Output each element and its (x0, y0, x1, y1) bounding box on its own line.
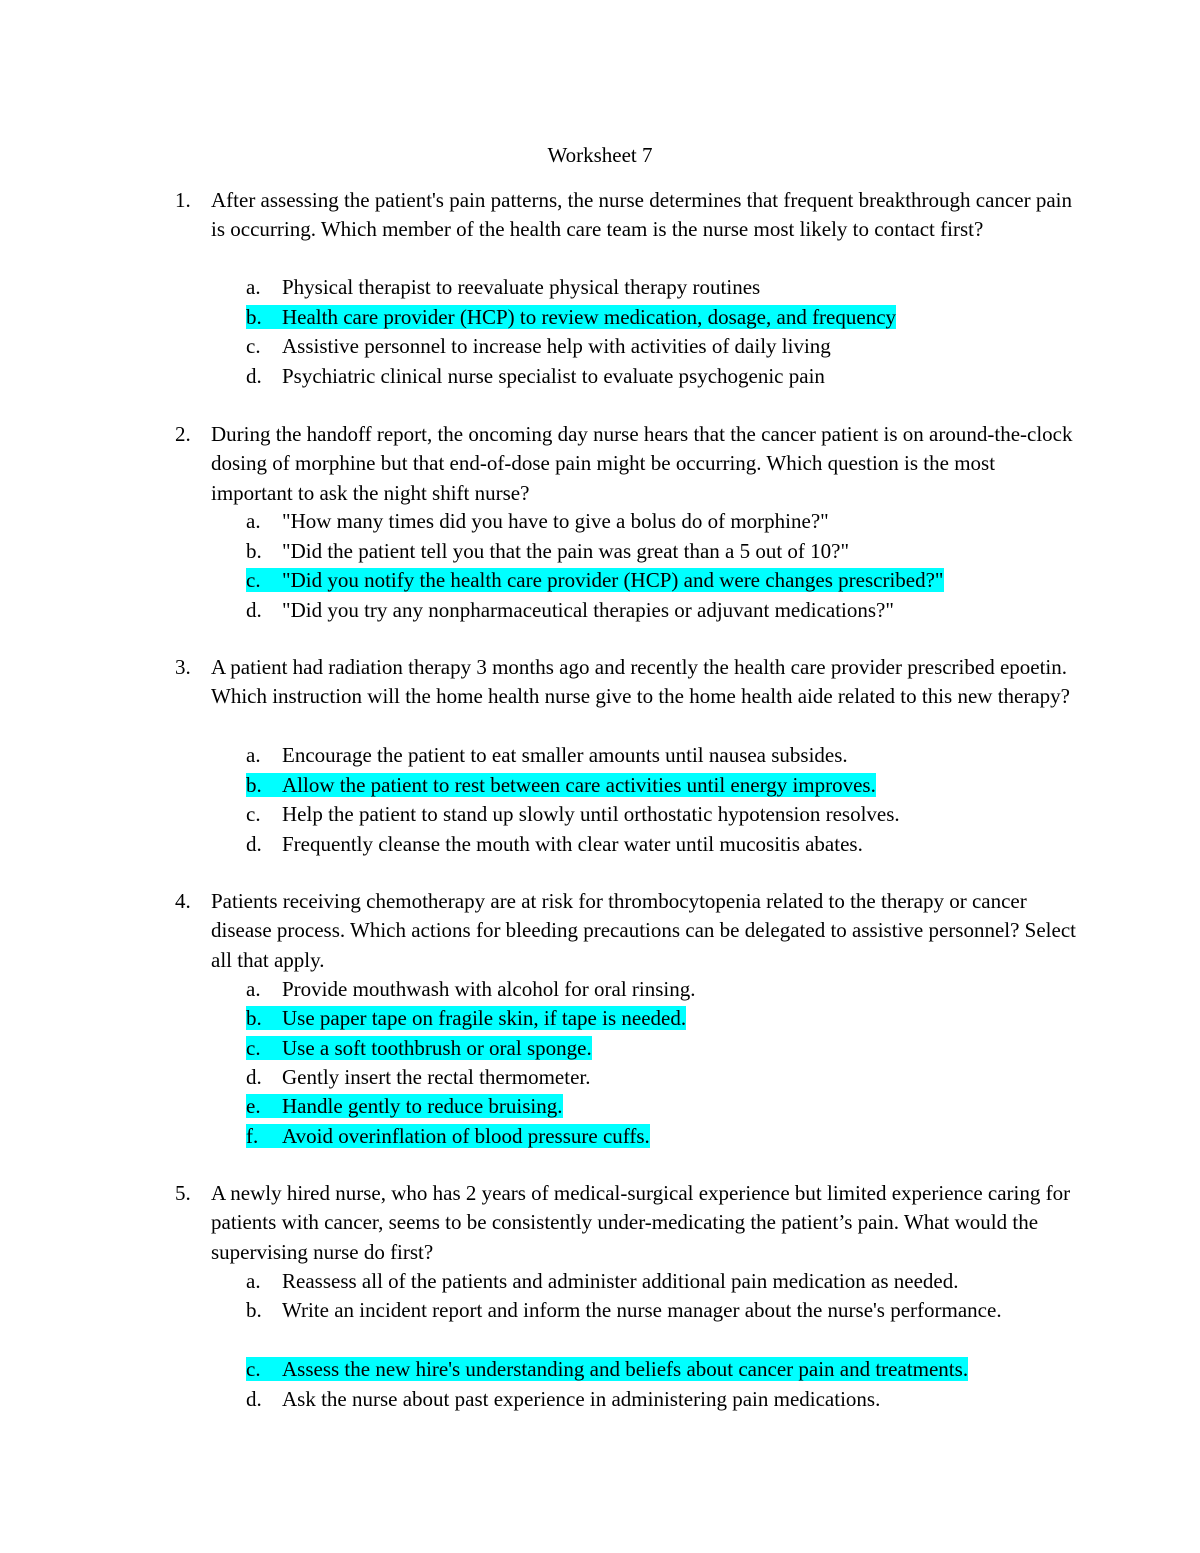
option-5d: d. Ask the nurse about past experience in administering pain medications. (246, 1386, 881, 1411)
question-number: 2. (175, 422, 191, 446)
option-4e-highlighted: e. Handle gently to reduce bruising. (246, 1094, 563, 1119)
option-4c-highlighted: c. Use a soft toothbrush or oral sponge. (246, 1035, 592, 1060)
option-3a: a. Encourage the patient to eat smaller amounts until nausea subsides. (246, 743, 848, 767)
question-text: A newly hired nurse, who has 2 years of medical-surgical experience but limited experience caring for patients with cancer, seems to be consistently under-medicating the patient’s pain. What would the supervising nurse do first? (211, 1181, 1071, 1264)
option-4f-highlighted: f. Avoid overinflation of blood pressure cuffs. (246, 1123, 650, 1148)
question-number: 4. (175, 889, 191, 913)
option-2b: b. "Did the patient tell you that the pain was great than a 5 out of 10?" (246, 538, 850, 563)
option-4b-highlighted: b. Use paper tape on fragile skin, if tape is needed. (246, 1006, 687, 1031)
question-number: 5. (175, 1181, 191, 1205)
question-text: Patients receiving chemotherapy are at risk for thrombocytopenia related to the therapy or cancer disease process. Which actions for bleeding precautions can be delegated to assistive personnel? Select all that apply. (211, 889, 1076, 972)
option-4d: d. Gently insert the rectal thermometer. (246, 1064, 591, 1089)
option-2d: d. "Did you try any nonpharmaceutical therapies or adjuvant medications?" (246, 597, 894, 622)
option-3c: c. Help the patient to stand up slowly until orthostatic hypotension resolves. (246, 802, 900, 826)
option-5a: a. Reassess all of the patients and administer additional pain medication as needed. (246, 1269, 959, 1293)
option-1c: c. Assistive personnel to increase help with activities of daily living (246, 334, 831, 358)
option-5b: b. Write an incident report and inform the nurse manager about the nurse's performance. (246, 1298, 1002, 1323)
option-5c-highlighted: c. Assess the new hire's understanding and beliefs about cancer pain and treatments. (246, 1357, 969, 1382)
question-text: A patient had radiation therapy 3 months ago and recently the health care provider prescribed epoetin. Which instruction will the home health nurse give to the home health aide related to this new therapy? (211, 655, 1070, 709)
question-text: During the handoff report, the oncoming day nurse hears that the cancer patient is on around-the-clock dosing of morphine but that end-of-dose pain might be occurring. Which question is the most important to ask the night shift nurse? (211, 422, 1073, 505)
page-title: Worksheet 7 (547, 143, 653, 167)
option-2a: a. "How many times did you have to give a bolus do of morphine?" (246, 509, 829, 533)
question-text: After assessing the patient's pain patterns, the nurse determines that frequent breakthrough cancer pain is occurring. Which member of the health care team is the nurse most likely to contact first? (211, 188, 1072, 242)
option-3b-highlighted: b. Allow the patient to rest between care activities until energy improves. (246, 772, 876, 797)
option-1b-highlighted: b. Health care provider (HCP) to review medication, dosage, and frequency (246, 304, 897, 329)
question-number: 1. (175, 188, 191, 212)
option-2c-highlighted: c. "Did you notify the health care provider (HCP) and were changes prescribed?" (246, 568, 944, 592)
option-1a: a. Physical therapist to reevaluate physical therapy routines (246, 275, 761, 299)
option-1d: d. Psychiatric clinical nurse specialist to evaluate psychogenic pain (246, 363, 825, 388)
option-4a: a. Provide mouthwash with alcohol for oral rinsing. (246, 977, 696, 1001)
option-3d: d. Frequently cleanse the mouth with clear water until mucositis abates. (246, 831, 863, 856)
question-number: 3. (175, 655, 191, 679)
